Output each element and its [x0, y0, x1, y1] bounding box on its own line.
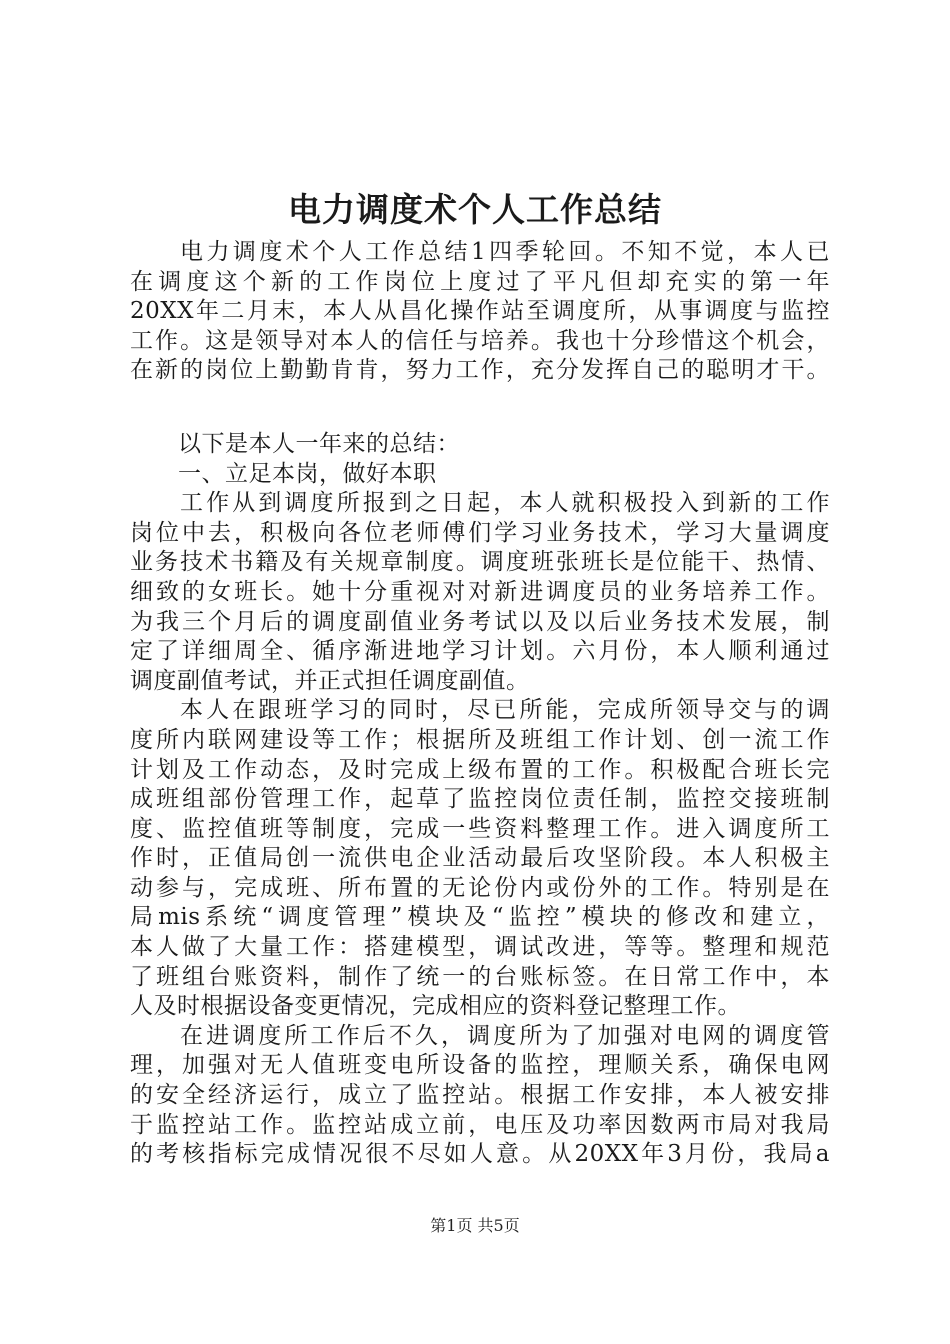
text-line: 计划及工作动态，及时完成上级布置的工作。积极配合班长完 — [130, 756, 830, 783]
text-line: 本人在跟班学习的同时，尽已所能，完成所领导交与的调 — [180, 697, 830, 724]
text-line: 调度副值考试，并正式担任调度副值。 — [130, 667, 530, 694]
text-line: 的考核指标完成情况很不尽如人意。从20XX年3月份，我局a — [130, 1141, 830, 1168]
text-line: 在调度这个新的工作岗位上度过了平凡但却充实的第一年 — [130, 268, 830, 295]
text-line: 在新的岗位上勤勤肯肯，努力工作，充分发挥自己的聪明才干。 — [130, 357, 830, 384]
text-line: 度、监控值班等制度，完成一些资料整理工作。进入调度所工 — [130, 815, 830, 842]
text-line: 细致的女班长。她十分重视对对新进调度员的业务培养工作。 — [130, 578, 830, 605]
text-line: 电力调度术个人工作总结1四季轮回。不知不觉，本人已 — [180, 239, 830, 265]
text-line: 岗位中去，积极向各位老师傅们学习业务技术，学习大量调度 — [130, 519, 830, 546]
text-line: 20XX年二月末，本人从昌化操作站至调度所，从事调度与监控 — [130, 298, 830, 325]
text-line: 工作从到调度所报到之日起，本人就积极投入到新的工作 — [180, 490, 830, 517]
text-line: 定了详细周全、循序渐进地学习计划。六月份，本人顺利通过 — [130, 638, 830, 665]
text-line: 业务技术书籍及有关规章制度。调度班张班长是位能干、热情、 — [130, 549, 830, 576]
paragraph-4 — [130, 1022, 830, 1170]
text-line: 的安全经济运行，成立了监控站。根据工作安排，本人被安排 — [130, 1082, 830, 1109]
text-line: 于监控站工作。监控站成立前，电压及功率因数两市局对我局 — [130, 1111, 830, 1138]
text-line: 成班组部份管理工作，起草了监控岗位责任制，监控交接班制 — [130, 786, 830, 813]
text-line: 动参与，完成班、所布置的无论份内或份外的工作。特别是在 — [130, 874, 830, 901]
text-line: 人及时根据设备变更情况，完成相应的资料登记整理工作。 — [130, 993, 741, 1020]
section-heading: 一、立足本岗，做好本职 — [178, 460, 437, 487]
paragraph-1 — [130, 238, 830, 386]
paragraph-spacer — [130, 386, 830, 430]
text-line: 工作。这是领导对本人的信任与培养。我也十分珍惜这个机会， — [130, 327, 830, 354]
text-line: 理，加强对无人值班变电所设备的监控，理顺关系，确保电网 — [130, 1052, 830, 1079]
text-line: 在进调度所工作后不久，调度所为了加强对电网的调度管 — [180, 1022, 830, 1049]
intro-line: 以下是本人一年来的总结： — [178, 430, 460, 457]
text-line: 了班组台账资料，制作了统一的台账标签。在日常工作中，本 — [130, 963, 830, 990]
text-line: 本人做了大量工作：搭建模型，调试改进，等等。整理和规范 — [130, 934, 830, 961]
text-line: 为我三个月后的调度副值业务考试以及以后业务技术发展，制 — [130, 608, 830, 635]
text-line: 局mis系统“调度管理”模块及“监控”模块的修改和建立， — [130, 904, 830, 931]
text-line: 度所内联网建设等工作；根据所及班组工作计划、创一流工作 — [130, 726, 830, 753]
page-footer: 第1页 共5页 — [430, 1216, 520, 1235]
document-body — [130, 238, 830, 1170]
page-title: 电力调度术个人工作总结 — [288, 190, 662, 229]
text-line: 作时，正值局创一流供电企业活动最后攻坚阶段。本人积极主 — [130, 845, 830, 872]
paragraph-2 — [130, 489, 830, 696]
paragraph-3 — [130, 696, 830, 1022]
